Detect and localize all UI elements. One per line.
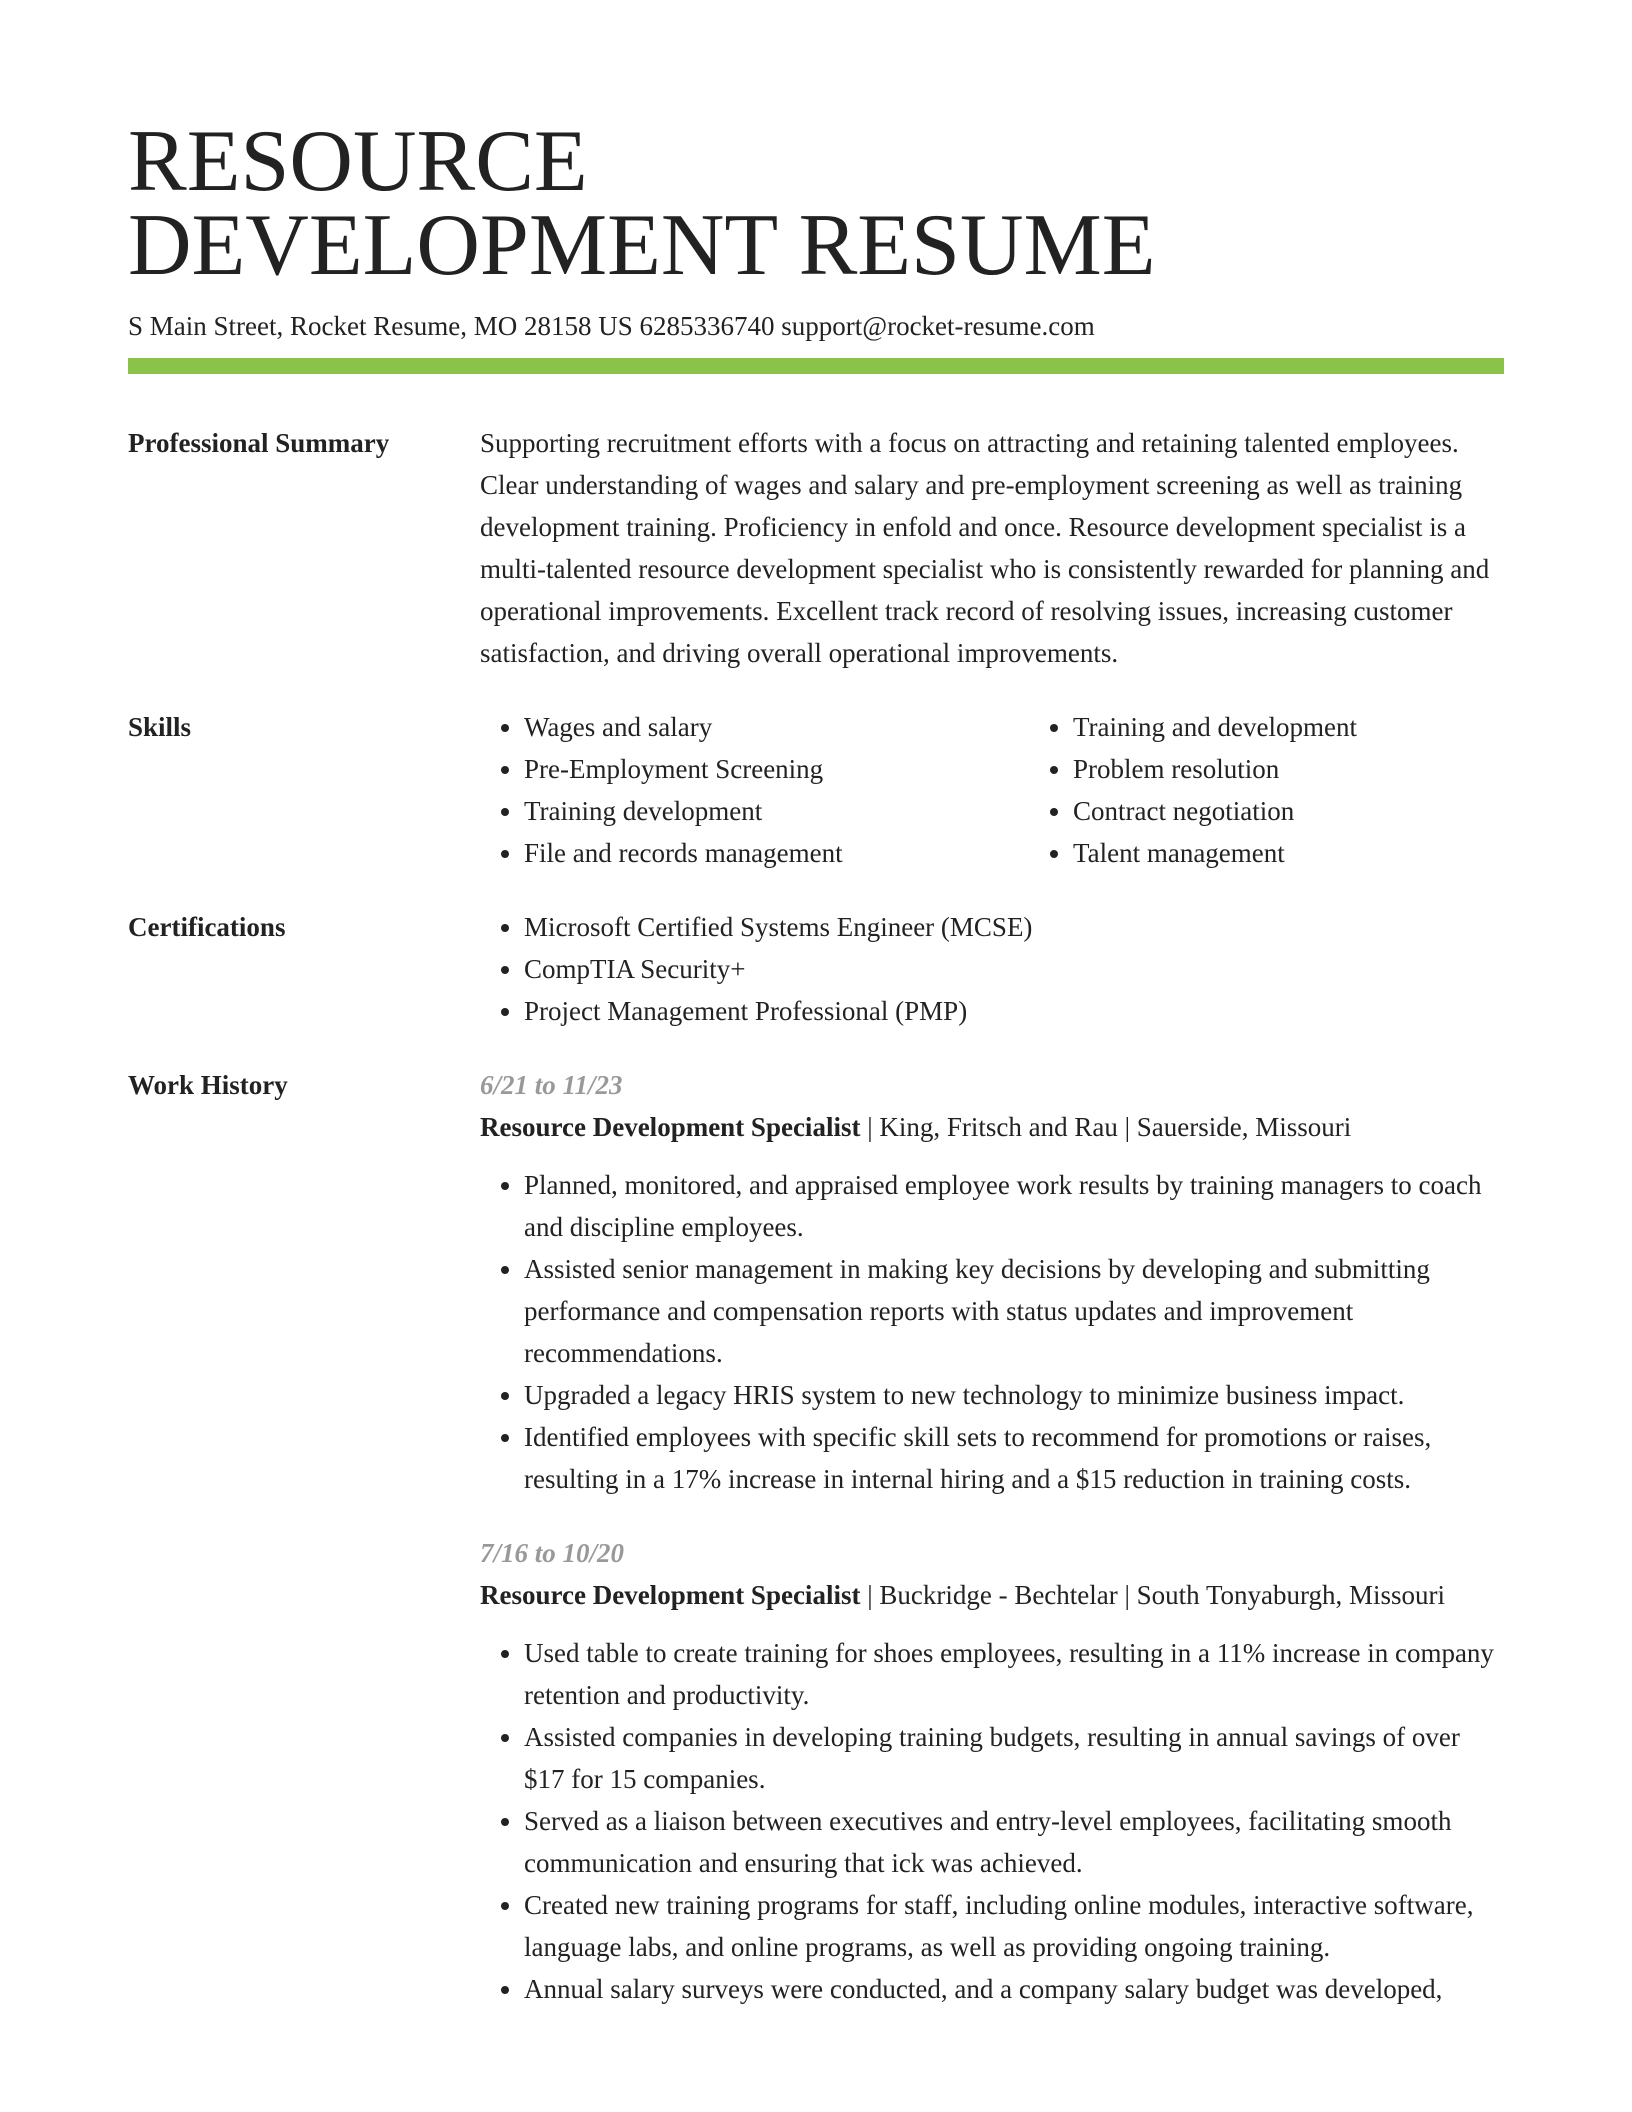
job-dates: 6/21 to 11/23: [480, 1070, 623, 1100]
job-title: Resource Development Specialist: [480, 1112, 861, 1142]
job-details: | Buckridge - Bechtelar | South Tonyaburgh, Missouri: [860, 1580, 1446, 1610]
section-label-summary: Professional Summary: [128, 428, 390, 458]
work-history-section: [128, 1064, 1504, 2010]
job-bullet: • Used table to create training for shoes employees, resulting in a 11% increase in company retention and productivity.: [524, 1632, 1504, 1716]
job-bullet: • Planned, monitored, and appraised employee work results by training managers to coach and discipline employees.: [524, 1164, 1504, 1248]
skill-item: • File and records management: [524, 832, 1029, 874]
job-bullet: • Created new training programs for staff, including online modules, interactive software, language labs, and online programs, as well as providing ongoing training.: [524, 1884, 1504, 1968]
skill-item: • Training development: [524, 790, 1029, 832]
certification-item: • Project Management Professional (PMP): [524, 990, 1504, 1032]
certification-item: • Microsoft Certified Systems Engineer (MCSE): [524, 906, 1504, 948]
summary-text: Supporting recruitment efforts with a focus on attracting and retaining talented employees. Clear understanding of wages and salary and pre-employment screening as well as training development training. Proficiency in enfold and once. Resource development specialist is a multi-talented resource development specialist who is consistently rewarded for planning and operational improvements. Excellent track record of resolving issues, increasing customer satisfaction, and driving overall operational improvements.: [480, 428, 1490, 668]
skill-item: • Wages and salary: [524, 706, 1029, 748]
certifications-body: [480, 906, 1504, 1032]
skills-list-column-1: [480, 706, 1029, 874]
skill-item: • Talent management: [1073, 832, 1578, 874]
job-entry: [480, 1064, 1504, 1500]
job-heading: [480, 1574, 1504, 1616]
certifications-list: [480, 906, 1504, 1032]
section-label-work-history: Work History: [128, 1070, 288, 1100]
section-label-certifications: Certifications: [128, 912, 286, 942]
job-bullet: • Identified employees with specific skill sets to recommend for promotions or raises, resulting in a 17% increase in internal hiring and a $15 reduction in training costs.: [524, 1416, 1504, 1500]
skill-item: • Pre-Employment Screening: [524, 748, 1029, 790]
skill-item: • Problem resolution: [1073, 748, 1578, 790]
title-line-1: RESOURCE: [128, 113, 588, 210]
job-details: | King, Fritsch and Rau | Sauerside, Missouri: [860, 1112, 1352, 1142]
skills-section: [128, 706, 1504, 874]
resume-title: [128, 113, 1504, 294]
contact-info: S Main Street, Rocket Resume, MO 28158 US 6285336740 support@rocket-resume.com: [128, 311, 1095, 341]
title-line-2: DEVELOPMENT RESUME: [128, 197, 1156, 294]
job-heading: [480, 1106, 1504, 1148]
skill-item: • Contract negotiation: [1073, 790, 1578, 832]
job-dates: 7/16 to 10/20: [480, 1538, 625, 1568]
job-bullet-list: [480, 1164, 1504, 1500]
job-bullet: • Served as a liaison between executives and entry-level employees, facilitating smooth communication and ensuring that ick was achieved.: [524, 1800, 1504, 1884]
job-bullet: • Upgraded a legacy HRIS system to new technology to minimize business impact.: [524, 1374, 1504, 1416]
job-entry: [480, 1532, 1504, 2010]
job-title: Resource Development Specialist: [480, 1580, 861, 1610]
skills-list-column-2: [1029, 706, 1578, 874]
job-bullet-list: [480, 1632, 1504, 2010]
header-divider: [128, 358, 1504, 374]
certification-item: • CompTIA Security+: [524, 948, 1504, 990]
skill-item: • Training and development: [1073, 706, 1578, 748]
section-label-skills: Skills: [128, 712, 192, 742]
job-bullet: • Annual salary surveys were conducted, and a company salary budget was developed,: [524, 1968, 1504, 2010]
job-bullet: • Assisted senior management in making key decisions by developing and submitting performance and compensation reports with status updates and improvement recommendations.: [524, 1248, 1504, 1374]
job-bullet: • Assisted companies in developing training budgets, resulting in annual savings of over $17 for 15 companies.: [524, 1716, 1504, 1800]
skills-columns: [480, 706, 1578, 874]
certifications-section: [128, 906, 1504, 1032]
professional-summary-section: [128, 422, 1504, 674]
work-history-body: [480, 1064, 1504, 2010]
